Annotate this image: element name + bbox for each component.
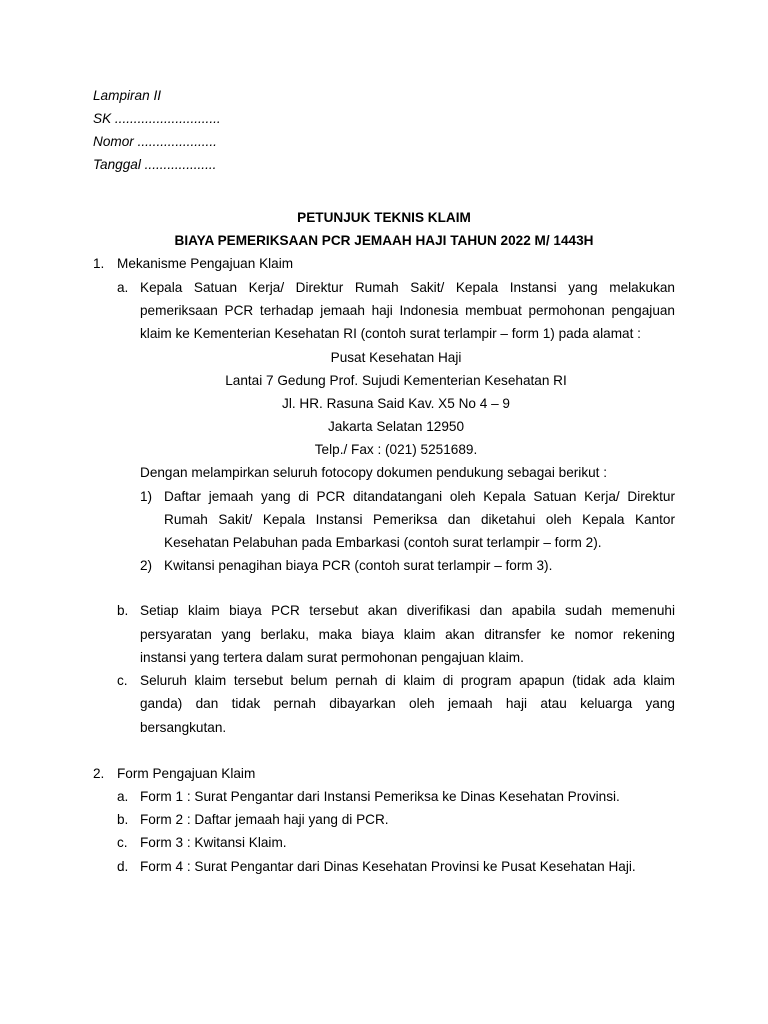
form-item-c-marker: c. <box>117 835 128 850</box>
address-line-1: Pusat Kesehatan Haji <box>330 350 462 365</box>
address-line-3: Jl. HR. Rasuna Said Kav. X5 No 4 – 9 <box>282 396 510 411</box>
section2-number: 2. <box>93 766 105 781</box>
doc-2-line-1: Kwitansi penagihan biaya PCR (contoh surat terlampir – form 3). <box>164 558 553 573</box>
docs-intro: Dengan melampirkan seluruh fotocopy dokumen pendukung sebagai berikut : <box>140 465 608 480</box>
item-b-marker: b. <box>117 603 129 618</box>
sk-field: SK ............................ <box>93 111 221 126</box>
form-item-c-text: Form 3 : Kwitansi Klaim. <box>140 835 287 850</box>
item-a-line-2: pemeriksaan PCR terhadap jemaah haji Indonesia membuat permohonan pengajuan <box>140 303 675 318</box>
item-b-line-1: Setiap klaim biaya PCR tersebut akan diverifikasi dan apabila sudah memenuhi <box>140 603 675 618</box>
item-c-line-1: Seluruh klaim tersebut belum pernah di klaim di program apapun (tidak ada klaim <box>140 673 675 688</box>
section1-heading: Mekanisme Pengajuan Klaim <box>117 256 294 271</box>
form-item-a-text: Form 1 : Surat Pengantar dari Instansi Pemeriksa ke Dinas Kesehatan Provinsi. <box>140 789 620 804</box>
address-line-2: Lantai 7 Gedung Prof. Sujudi Kementerian Kesehatan RI <box>225 373 567 388</box>
address-line-4: Jakarta Selatan 12950 <box>327 419 465 434</box>
item-c-marker: c. <box>117 673 128 688</box>
form-item-b-marker: b. <box>117 812 129 827</box>
address-line-5: Telp./ Fax : (021) 5251689. <box>314 442 478 457</box>
doc-1-line-2: Rumah Sakit/ Kepala Instansi Pemeriksa dan diketahui oleh Kepala Kantor <box>164 512 675 527</box>
lampiran-label: Lampiran II <box>93 88 162 103</box>
nomor-field: Nomor ..................... <box>93 134 217 149</box>
doc-1-line-1: Daftar jemaah yang di PCR ditandatangani oleh Kepala Satuan Kerja/ Direktur <box>164 489 675 504</box>
doc-1-marker: 1) <box>140 489 153 504</box>
item-a-line-1: Kepala Satuan Kerja/ Direktur Rumah Sakit/ Kepala Instansi yang melakukan <box>140 280 675 295</box>
doc-2-marker: 2) <box>140 558 153 573</box>
item-c-line-2: ganda) dan tidak pernah dibayarkan oleh jemaah haji atau keluarga yang <box>140 696 675 711</box>
item-b-line-2: persyaratan yang berlaku, maka biaya klaim akan ditransfer ke nomor rekening <box>140 627 675 642</box>
tanggal-field: Tanggal ................... <box>93 157 217 172</box>
doc-1-line-3: Kesehatan Pelabuhan pada Embarkasi (contoh surat terlampir – form 2). <box>164 535 602 550</box>
section1-number: 1. <box>93 256 105 271</box>
form-item-d-text: Form 4 : Surat Pengantar dari Dinas Kesehatan Provinsi ke Pusat Kesehatan Haji. <box>140 859 636 874</box>
section2-heading: Form Pengajuan Klaim <box>117 766 256 781</box>
item-c-line-3: bersangkutan. <box>140 720 227 735</box>
title-line-1: PETUNJUK TEKNIS KLAIM <box>297 210 471 225</box>
form-item-a-marker: a. <box>117 789 129 804</box>
title-line-2: BIAYA PEMERIKSAAN PCR JEMAAH HAJI TAHUN 2022 M/ 1443H <box>174 233 594 248</box>
form-item-d-marker: d. <box>117 859 129 874</box>
item-a-line-3: klaim ke Kementerian Kesehatan RI (contoh surat terlampir – form 1) pada alamat : <box>140 326 641 341</box>
form-item-b-text: Form 2 : Daftar jemaah haji yang di PCR. <box>140 812 389 827</box>
item-b-line-3: instansi yang tertera dalam surat permohonan pengajuan klaim. <box>140 650 524 665</box>
item-a-marker: a. <box>117 280 129 295</box>
